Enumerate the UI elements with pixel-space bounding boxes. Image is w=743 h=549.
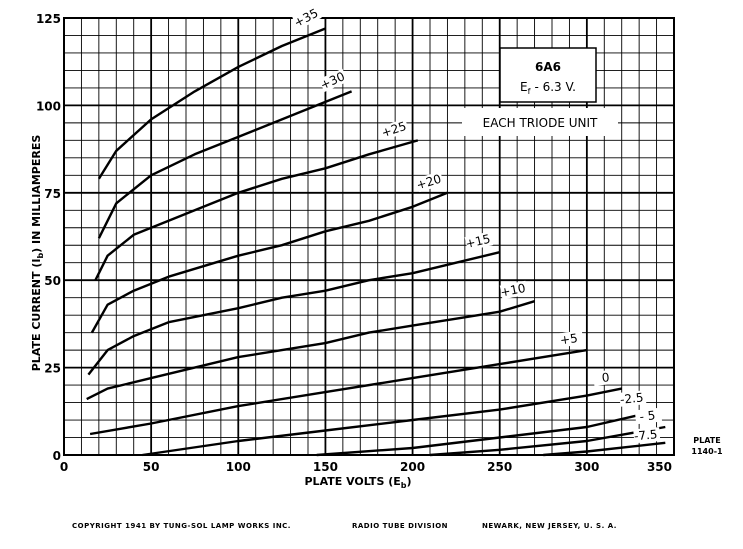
curve-grid-voltage-label: +30 [318,69,347,93]
plate-number: 1140-1 [691,447,723,456]
y-tick-label: 50 [44,274,61,289]
y-tick-label: 75 [44,186,61,201]
curve-grid-voltage-label: +15 [463,231,492,252]
plate-curve [99,29,326,179]
curve-grid-voltage-label: +10 [499,280,527,300]
plate-curve [99,91,352,238]
y-axis-title: PLATE CURRENT $(I_b)$ IN MILLIAMPERES [30,134,45,372]
x-tick-label: 100 [225,460,251,474]
x-tick-label: 50 [142,460,160,474]
y-tick-label: 100 [35,99,61,114]
y-tick-label: 125 [35,12,61,26]
curve-grid-voltage-label: -2.5 [619,390,645,407]
y-tick-label: 25 [44,361,61,376]
filament-voltage: $E_f - 6.3$ V. [520,80,576,96]
footer-copyright: COPYRIGHT 1941 BY TUNG-SOL LAMP WORKS INC. [72,522,291,530]
x-tick-label: 150 [312,460,338,474]
x-tick-label: 350 [646,460,672,474]
plate-curve [90,350,587,434]
plate-curve [88,252,499,374]
curve-grid-voltage-label: +20 [414,171,443,193]
tube-info-box [500,48,596,102]
unit-label: EACH TRIODE UNIT [482,116,598,130]
curve-grid-voltage-label: +35 [291,5,321,31]
y-tick-label: 0 [52,449,61,463]
curve-grid-voltage-label: +25 [379,118,409,141]
x-tick-label: 300 [574,460,600,474]
tube-type: 6A6 [535,60,561,74]
x-tick-label: 250 [487,460,513,474]
x-tick-label: 0 [59,460,69,474]
plate-label: PLATE [693,436,721,445]
curve-grid-voltage-label: 0 [601,370,611,385]
footer-division: RADIO TUBE DIVISION [352,522,449,530]
footer-location: NEWARK, NEW JERSEY, U. S. A. [482,522,617,530]
curve-grid-voltage-label: +5 [559,331,579,348]
curve-grid-voltage-label: - 5 [638,408,657,424]
x-axis-title: PLATE VOLTS $(E_b)$ [304,475,412,490]
curve-grid-voltage-label: -7.5 [633,427,659,444]
x-tick-label: 200 [400,460,426,474]
